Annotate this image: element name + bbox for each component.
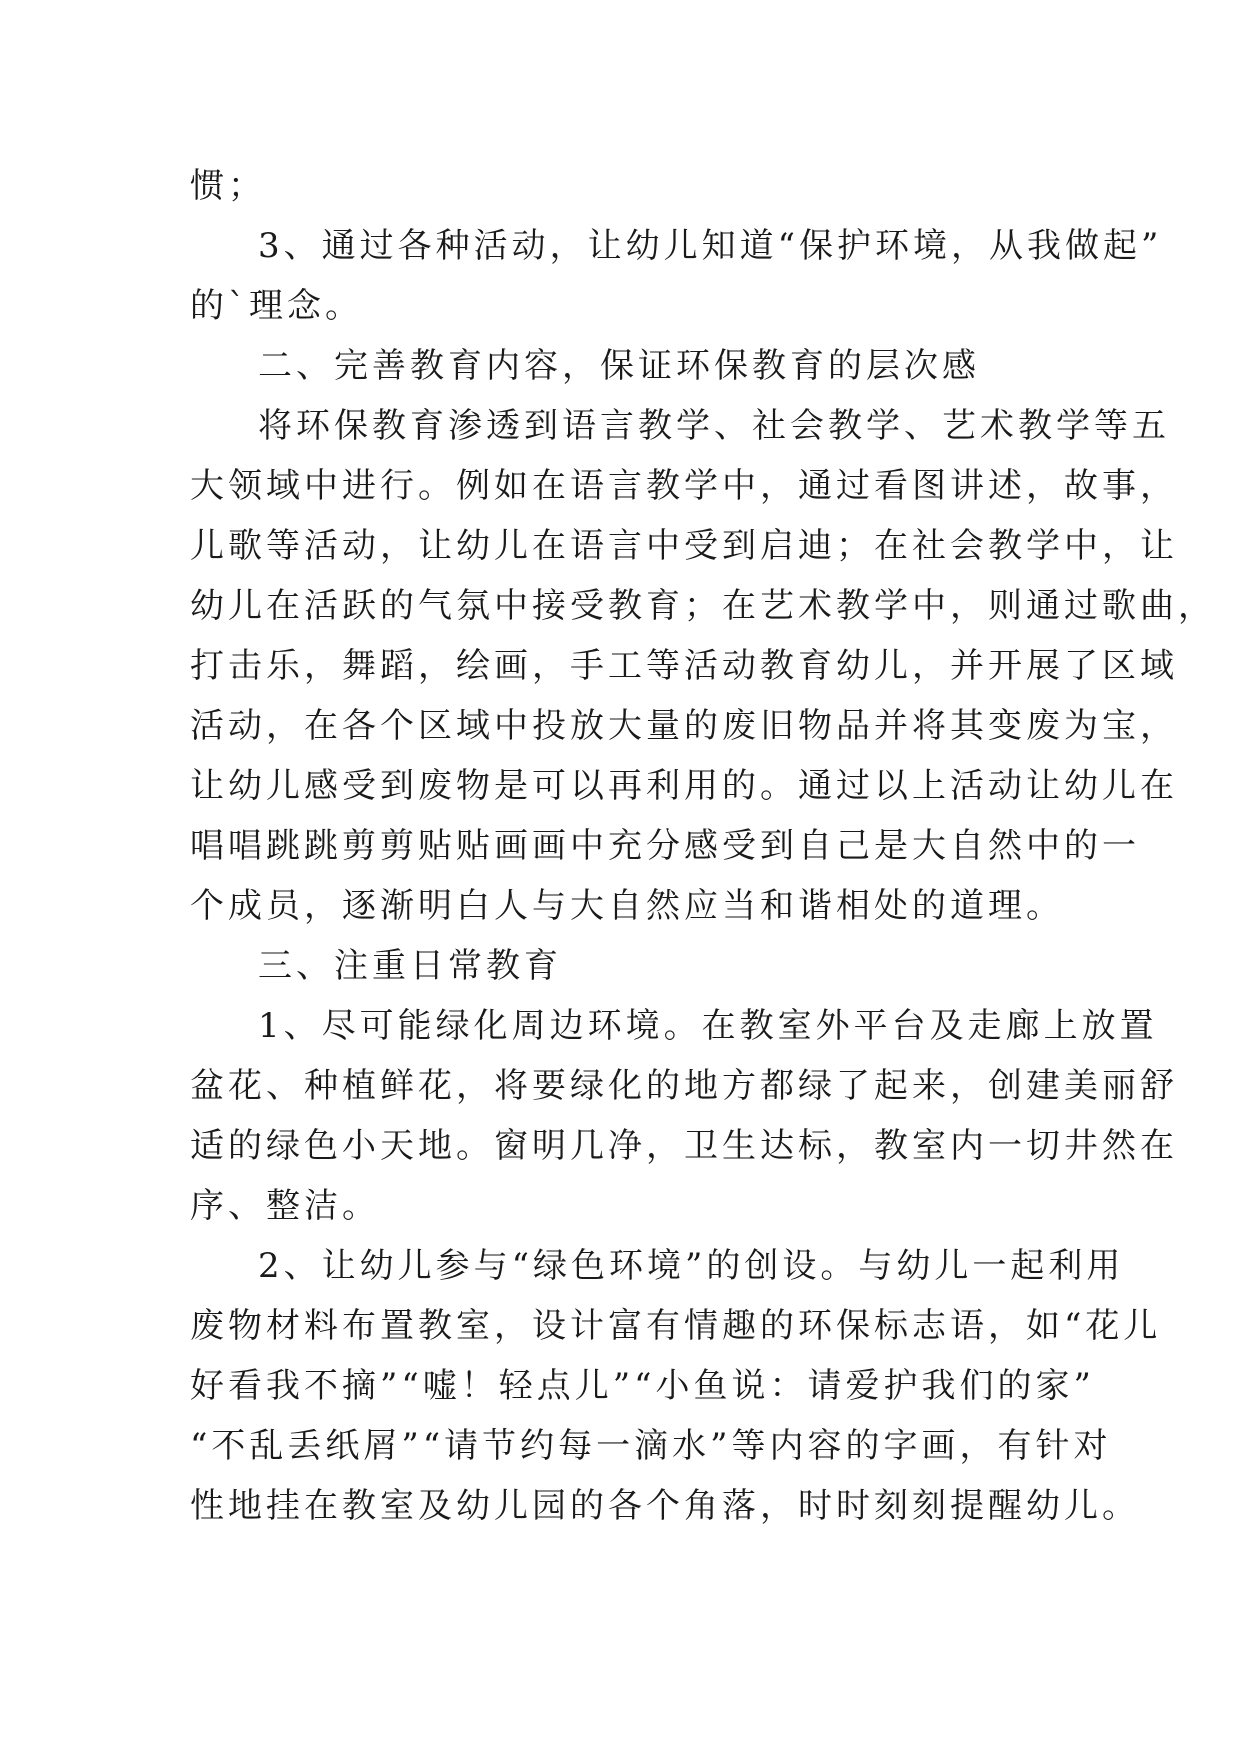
- text-line: 性地挂在教室及幼儿园的各个角落，时时刻刻提醒幼儿。: [190, 1486, 1140, 1526]
- text-line: 废物材料布置教室，设计富有情趣的环保标志语，如“花儿: [190, 1306, 1162, 1346]
- text-line: 好看我不摘”“嘘！轻点儿”“小鱼说：请爱护我们的家”: [190, 1366, 1095, 1406]
- text-line: “不乱丢纸屑”“请节约每一滴水”等内容的字画，有针对: [190, 1426, 1112, 1466]
- text-line: 活动，在各个区域中投放大量的废旧物品并将其变废为宝，: [190, 706, 1178, 746]
- text-line: 1、尽可能绿化周边环境。在教室外平台及走廊上放置: [258, 1006, 1158, 1046]
- text-line: 唱唱跳跳剪剪贴贴画画中充分感受到自己是大自然中的一: [190, 826, 1140, 866]
- text-line: 盆花、种植鲜花，将要绿化的地方都绿了起来，创建美丽舒: [190, 1066, 1178, 1106]
- text-line: 儿歌等活动，让幼儿在语言中受到启迪；在社会教学中，让: [190, 526, 1178, 566]
- text-line: 3、通过各种活动，让幼儿知道“保护环境，从我做起”: [258, 226, 1163, 266]
- section-heading: 三、注重日常教育: [258, 946, 562, 986]
- text-line: 序、整洁。: [190, 1186, 380, 1226]
- text-line: 的`理念。: [190, 286, 363, 326]
- text-line: 2、让幼儿参与“绿色环境”的创设。与幼儿一起利用: [258, 1246, 1125, 1286]
- document-body: [190, 156, 1216, 1536]
- text-line: 让幼儿感受到废物是可以再利用的。通过以上活动让幼儿在: [190, 766, 1178, 806]
- text-line: 个成员，逐渐明白人与大自然应当和谐相处的道理。: [190, 886, 1064, 926]
- text-line: 大领域中进行。例如在语言教学中，通过看图讲述，故事，: [190, 466, 1178, 506]
- text-line: 将环保教育渗透到语言教学、社会教学、艺术教学等五: [258, 406, 1170, 446]
- section-heading: 二、完善教育内容，保证环保教育的层次感: [258, 346, 980, 386]
- text-line: 打击乐，舞蹈，绘画，手工等活动教育幼儿，并开展了区域: [190, 646, 1178, 686]
- text-line: 惯；: [190, 166, 266, 206]
- text-line: 适的绿色小天地。窗明几净，卫生达标，教室内一切井然在: [190, 1126, 1178, 1166]
- text-line: 幼儿在活跃的气氛中接受教育；在艺术教学中，则通过歌曲，: [190, 586, 1216, 626]
